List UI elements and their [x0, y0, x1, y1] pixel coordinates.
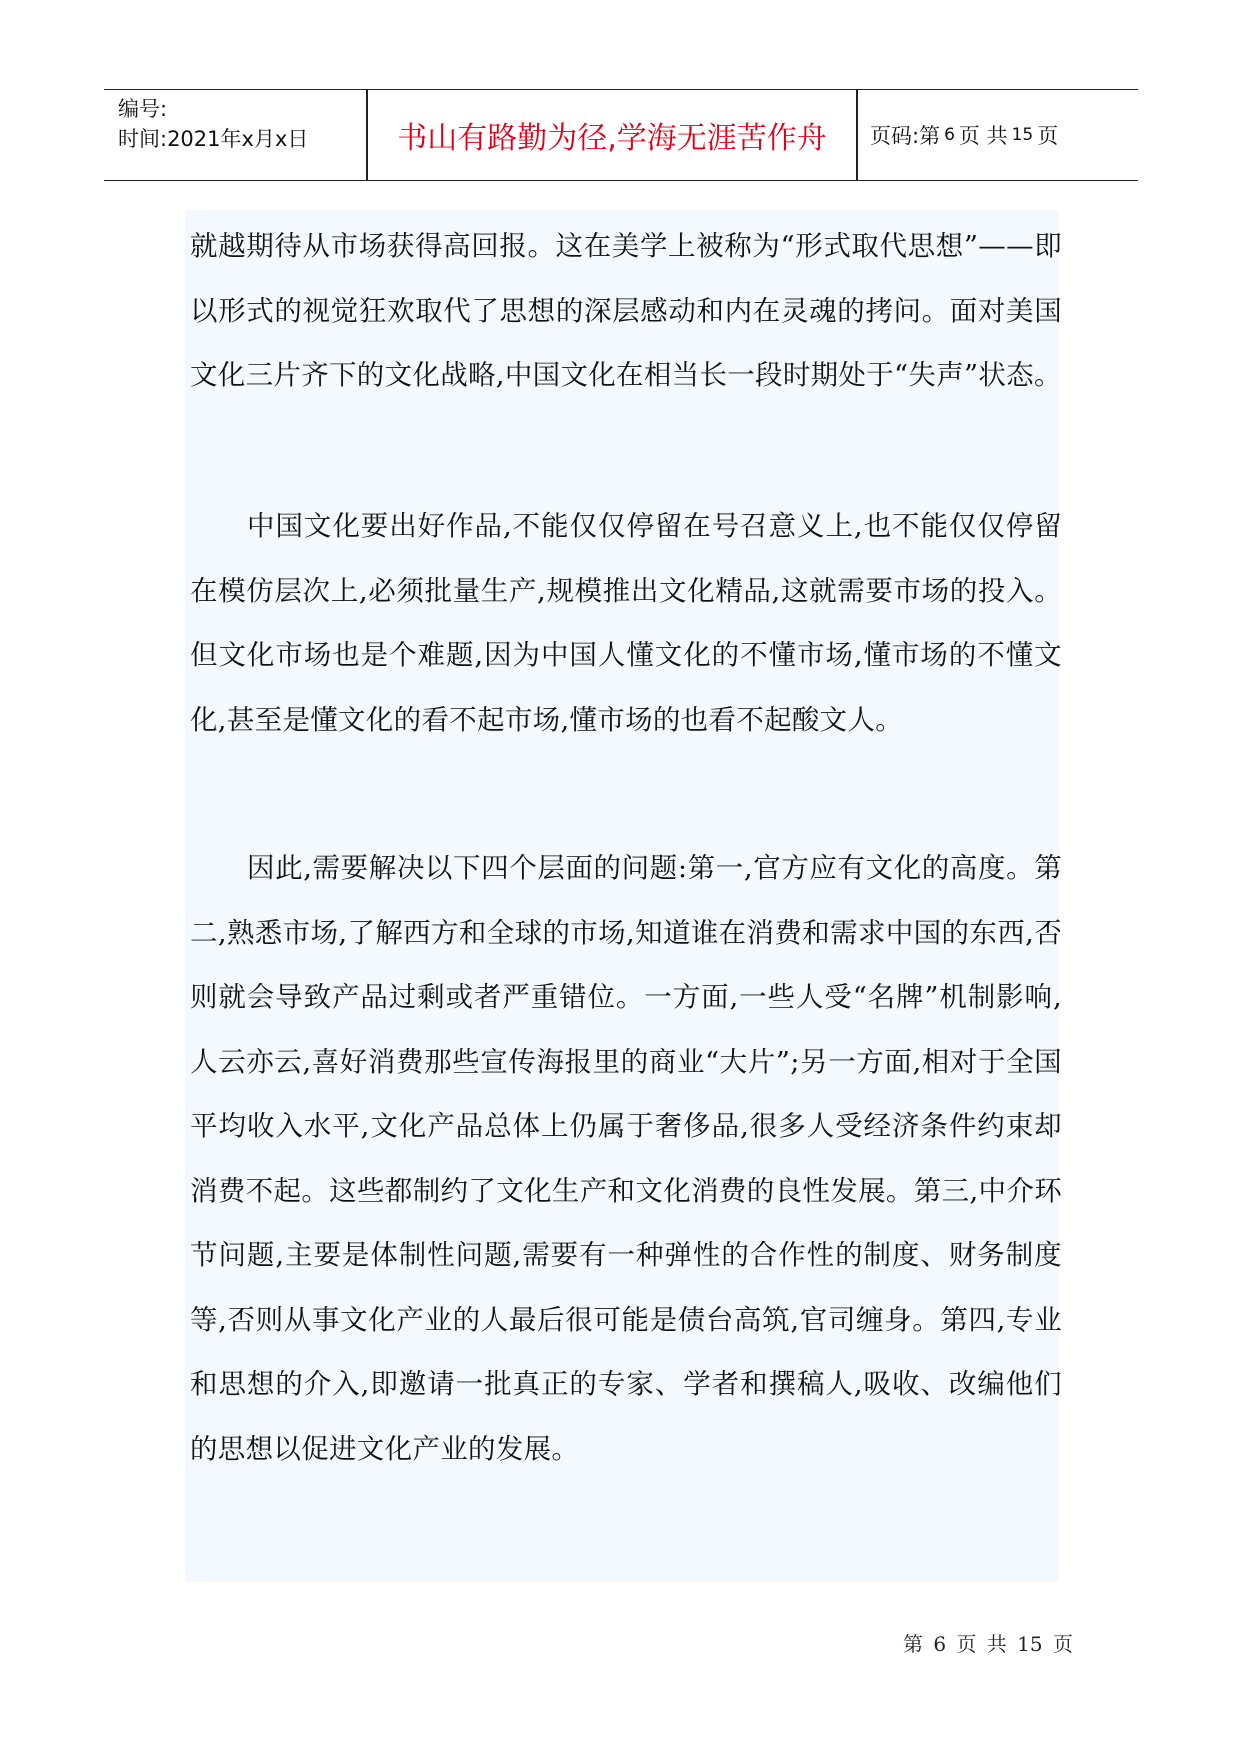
page-prefix: 页码:第 — [870, 124, 941, 148]
page-footer: 第 6 页 共 15 页 — [903, 1632, 1073, 1656]
document-number-label: 编号: — [118, 97, 168, 121]
header-page-number — [870, 90, 1058, 180]
document-header — [104, 89, 1138, 181]
header-divider — [856, 90, 858, 180]
page-current: 6 — [944, 125, 955, 145]
header-motto: 书山有路勤为径,学海无涯苦作舟 — [397, 121, 827, 156]
page-total: 15 — [1011, 125, 1034, 145]
body-paragraph: 就越期待从市场获得高回报。这在美学上被称为“形式取代思想”——即以形式的视觉狂欢取代了思想的深层感动和内在灵魂的拷问。面对美国文化三片齐下的文化战略,中国文化在相当长一段时期处于“失声”状态。 — [190, 230, 1062, 391]
page-suffix: 页 — [1037, 124, 1059, 148]
body-paragraph: 中国文化要出好作品,不能仅仅停留在号召意义上,也不能仅仅停留在模仿层次上,必须批量生产,规模推出文化精品,这就需要市场的投入。但文化市场也是个难题,因为中国人懂文化的不懂市场,懂市场的不懂文化,甚至是懂文化的看不起市场,懂市场的也看不起酸文人。 — [190, 510, 1062, 736]
document-time-label: 时间:2021年x月x日 — [118, 127, 309, 151]
body-paragraph: 因此,需要解决以下四个层面的问题:第一,官方应有文化的高度。第二,熟悉市场,了解西方和全球的市场,知道谁在消费和需求中国的东西,否则就会导致产品过剩或者严重错位。一方面,一些人受“名牌”机制影响,人云亦云,喜好消费那些宣传海报里的商业“大片”;另一方面,相对于全国平均收入水平,文化产品总体上仍属于奢侈品,很多人受经济条件约束却消费不起。这些都制约了文化生产和文化消费的良性发展。第三,中介环节问题,主要是体制性问题,需要有一种弹性的合作性的制度、财务制度等,否则从事文化产业的人最后很可能是债台高筑,官司缠身。第四,专业和思想的介入,即邀请一批真正的专家、学者和撰稿人,吸收、改编他们的思想以促进文化产业的发展。 — [190, 852, 1062, 1465]
header-meta — [118, 94, 308, 154]
page-mid: 页 共 — [958, 124, 1008, 148]
